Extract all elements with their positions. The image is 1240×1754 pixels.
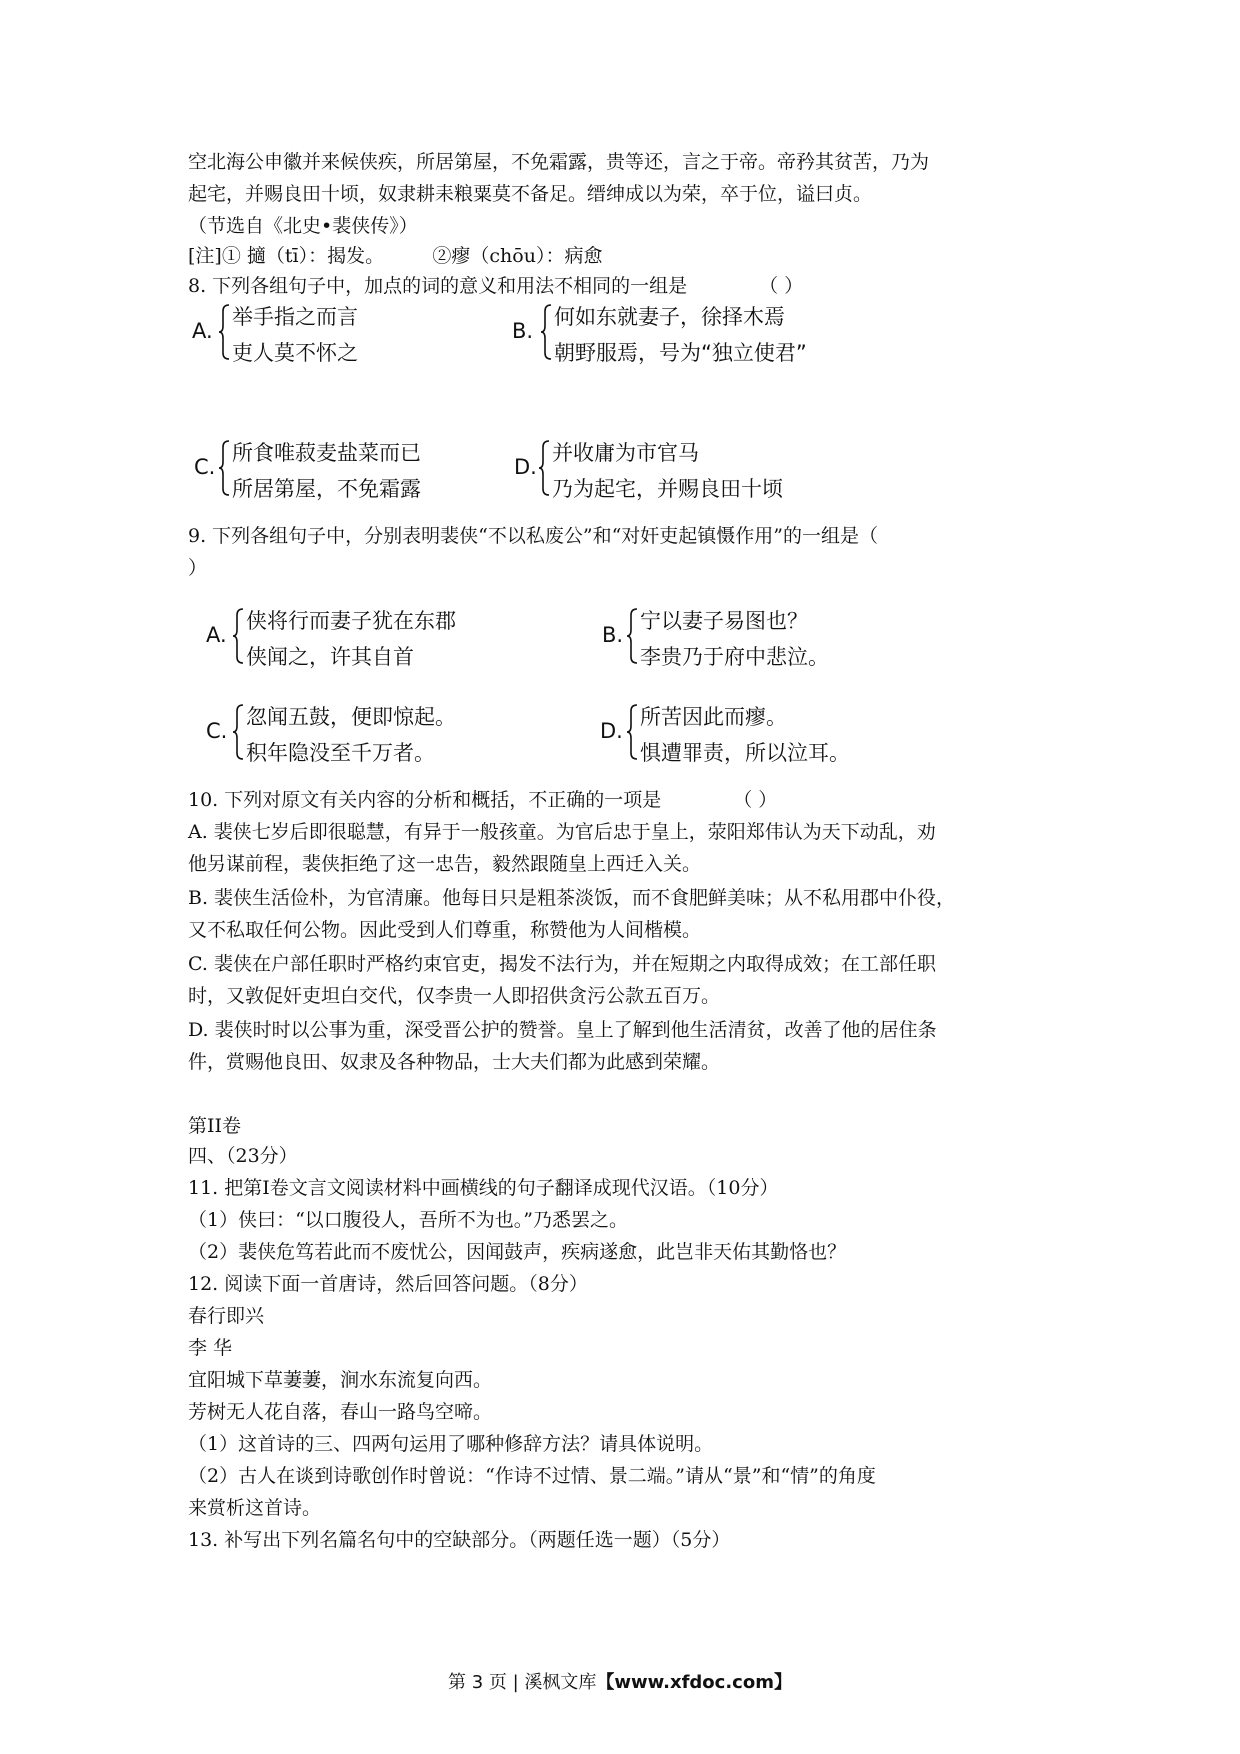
option-sentence-1: 所食唯菽麦盐菜而已: [232, 441, 421, 465]
q10-option-d-line-1: D. 裴侠时时以公事为重，深受晋公护的赞誉。皇上了解到他生活清贫，改善了他的居住条: [188, 1019, 937, 1041]
q12-subquestion-2-cont: 来赏析这首诗。: [188, 1497, 322, 1519]
brace-icon: [540, 304, 552, 360]
brace-icon: [232, 608, 244, 664]
q13-stem: 13. 补写出下列名篇名句中的空缺部分。（两题任选一题）（5分）: [188, 1529, 731, 1551]
q8-stem: [188, 274, 803, 298]
option-letter: B.: [512, 319, 534, 343]
q8-answer-paren: （ ）: [759, 275, 804, 297]
q9-option-d: [600, 704, 900, 766]
q10-option-c-line-2: 时，又敦促奸吏坦白交代，仅李贵一人即招供贪污公款五百万。: [188, 985, 721, 1007]
footer-site-link[interactable]: 【www.xfdoc.com】: [596, 1672, 792, 1693]
option-sentence-1: 忽闻五鼓，便即惊起。: [246, 705, 456, 729]
q8-stem-text: 8. 下列各组句子中，加点的词的意义和用法不相同的一组是: [188, 275, 688, 297]
section-4-heading: 四、（23分）: [188, 1145, 298, 1167]
option-sentence-1: 并收庸为市官马: [552, 441, 699, 465]
option-sentence-1: 何如东就妻子，徐择木焉: [554, 305, 785, 329]
poem-title: 春行即兴: [188, 1305, 265, 1327]
q8-option-b: [512, 304, 872, 366]
q12-subquestion-2: （2）古人在谈到诗歌创作时曾说：“作诗不过情、景二端。”请从“景”和“情”的角度: [188, 1465, 876, 1487]
passage-source: （节选自《北史•裴侠传》）: [188, 215, 418, 237]
option-letter: C.: [194, 455, 216, 479]
q10-option-c-line-1: C. 裴侠在户部任职时严格约束官吏，揭发不法行为，并在短期之内取得成效；在工部任职: [188, 953, 936, 975]
q10-option-a-line-1: A. 裴侠七岁后即很聪慧，有异于一般孩童。为官后忠于皇上，荥阳郑伟认为天下动乱，劝: [188, 821, 936, 843]
q9-option-a: [206, 608, 526, 670]
q10-option-b-line-2: 又不私取任何公物。因此受到人们尊重，称赞他为人间楷模。: [188, 919, 702, 941]
poem-line-1: 宜阳城下草萋萋，涧水东流复向西。: [188, 1369, 493, 1391]
option-letter: B.: [602, 623, 624, 647]
q9-stem: 9. 下列各组句子中，分别表明裴侠“不以私废公”和“对奸吏起镇慑作用”的一组是（: [188, 525, 879, 547]
q12-stem: 12. 阅读下面一首唐诗，然后回答问题。（8分）: [188, 1273, 588, 1295]
passage-notes: [注]① 擿（tī）：揭发。 ②瘳（chōu）：病愈: [188, 245, 603, 267]
option-letter: C.: [206, 719, 228, 743]
option-letter: A.: [206, 623, 227, 647]
q12-subquestion-1: （1）这首诗的三、四两句运用了哪种修辞方法？请具体说明。: [188, 1433, 714, 1455]
option-sentence-2: 侠闻之，许其自首: [246, 645, 414, 669]
option-sentence-2: 所居第屋，不免霜露: [232, 477, 421, 501]
option-letter: D.: [514, 455, 537, 479]
q11-stem: 11. 把第I卷文言文阅读材料中画横线的句子翻译成现代汉语。（10分）: [188, 1177, 779, 1199]
brace-icon: [538, 440, 550, 496]
brace-icon: [232, 704, 244, 760]
brace-icon: [626, 704, 638, 760]
poem-author: 李 华: [188, 1337, 233, 1359]
option-sentence-1: 举手指之而言: [232, 305, 358, 329]
option-sentence-2: 积年隐没至千万者。: [246, 741, 435, 765]
brace-icon: [218, 440, 230, 496]
footer-page-label: 第 3 页 | 溪枫文库: [448, 1672, 597, 1693]
option-letter: D.: [600, 719, 623, 743]
poem-line-2: 芳树无人花自落，春山一路鸟空啼。: [188, 1401, 493, 1423]
q11-sentence-2: （2）裴侠危笃若此而不废忧公，因闻鼓声，疾病遂愈，此岂非天佑其勤恪也？: [188, 1241, 847, 1263]
page-footer: [0, 1668, 1240, 1694]
q10-stem-text: 10. 下列对原文有关内容的分析和概括，不正确的一项是: [188, 789, 662, 811]
option-sentence-2: 乃为起宅，并赐良田十顷: [552, 477, 783, 501]
q8-option-c: [194, 440, 524, 502]
option-sentence-2: 朝野服焉，号为“独立使君”: [554, 341, 807, 365]
brace-icon: [218, 304, 230, 360]
option-sentence-1: 所苦因此而瘳。: [640, 705, 787, 729]
option-sentence-2: 惧遭罪责，所以泣耳。: [640, 741, 850, 765]
option-letter: A.: [192, 319, 213, 343]
q10-answer-paren: （ ）: [733, 789, 778, 811]
q9-option-c: [206, 704, 526, 766]
q9-option-b: [602, 608, 902, 670]
q8-option-d: [514, 440, 844, 502]
q10-option-b-line-1: B. 裴侠生活俭朴，为官清廉。他每日只是粗茶淡饭，而不食肥鲜美味；从不私用郡中仆役，: [188, 887, 956, 909]
q10-option-d-line-2: 件，赏赐他良田、奴隶及各种物品，士大夫们都为此感到荣耀。: [188, 1051, 721, 1073]
option-sentence-2: 吏人莫不怀之: [232, 341, 358, 365]
q10-option-a-line-2: 他另谋前程，裴侠拒绝了这一忠告，毅然跟随皇上西迁入关。: [188, 853, 702, 875]
passage-line-1: 空北海公申徽并来候侠疾，所居第屋，不免霜露，贵等还，言之于帝。帝矜其贫苦，乃为: [188, 151, 930, 173]
q11-sentence-1: （1）侠曰：“以口腹役人，吾所不为也。”乃悉罢之。: [188, 1209, 629, 1231]
q9-stem-close: ）: [188, 557, 208, 579]
brace-icon: [626, 608, 638, 664]
passage-line-2: 起宅，并赐良田十顷，奴隶耕耒粮粟莫不备足。缙绅成以为荣，卒于位，谥曰贞。: [188, 183, 873, 205]
part-2-title: 第II卷: [188, 1115, 242, 1137]
option-sentence-1: 侠将行而妻子犹在东郡: [246, 609, 456, 633]
q8-option-a: [192, 304, 522, 366]
q10-stem: [188, 788, 777, 812]
option-sentence-1: 宁以妻子易图也？: [640, 609, 808, 633]
option-sentence-2: 李贵乃于府中悲泣。: [640, 645, 829, 669]
